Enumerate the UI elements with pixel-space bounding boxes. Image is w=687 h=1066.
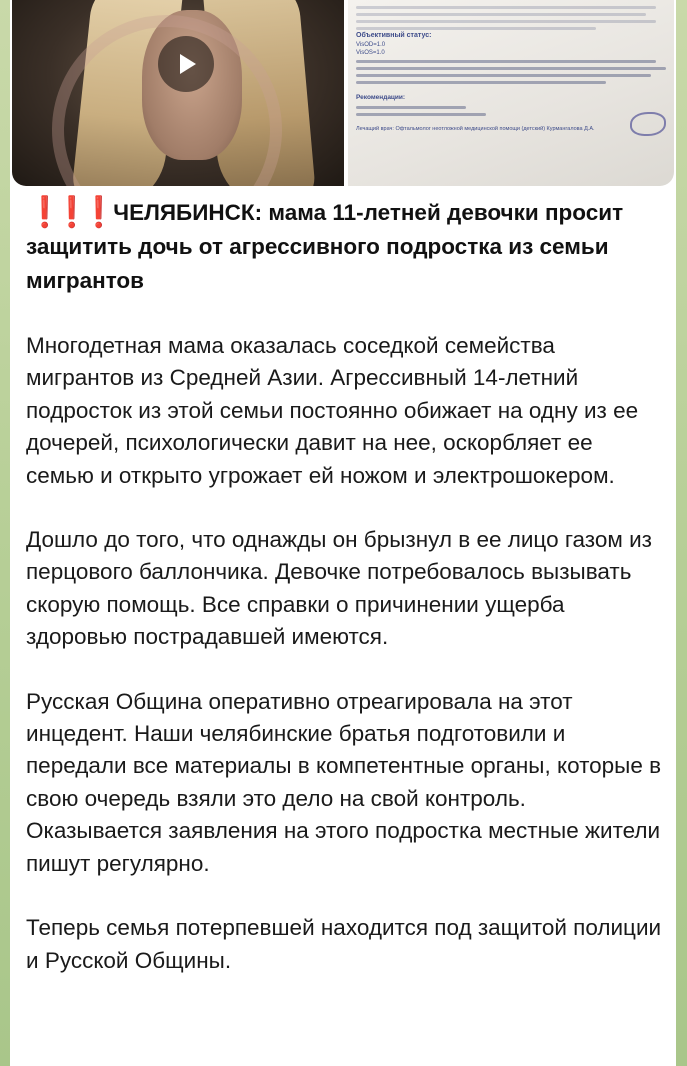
- doc-line: [356, 6, 656, 9]
- signature-mark: [630, 112, 666, 136]
- message-text: [26, 196, 666, 977]
- media-album: [12, 0, 674, 186]
- paragraph-1: Многодетная мама оказалась соседкой семейства мигрантов из Средней Азии. Агрессивный 14-летний подросток из этой семьи постоянно обижает на одну из ее дочерей, психологически давит на нее, оскорбляет ее семью и открыто угрожает ей ножом и электрошокером.: [26, 333, 639, 488]
- doc-line: [356, 13, 646, 16]
- doc-line: [356, 81, 606, 84]
- exclamation-icon: ❗: [26, 196, 64, 229]
- play-icon: [180, 54, 196, 74]
- doc-line: [356, 113, 486, 116]
- doc-visos: VisOS=1.0: [356, 50, 385, 56]
- paragraph-2: Дошло до того, что однажды он брызнул в ее лицо газом из перцового баллончика. Девочке потребовалось вызывать скорую помощь. Все справки о причинении ущерба здоровью пострадавшей имеются.: [26, 527, 652, 650]
- doc-line: [356, 67, 666, 70]
- headline-text: ЧЕЛЯБИНСК: мама 11-летней девочки просит защитить дочь от агрессивного подростка из семьи мигрантов: [26, 200, 624, 293]
- doc-visod: VisOD=1.0: [356, 42, 386, 48]
- paragraph-3: Русская Община оперативно отреагировала на этот инцедент. Наши челябинские братья подготовили и передали все материалы в компетентные органы, которые в свою очередь взяли это дело на свой контроль. Оказывается заявления на этого подростка местные жители пишут регулярно.: [26, 688, 662, 876]
- doc-recommendations: Рекомендации:: [356, 94, 406, 101]
- doc-line: [356, 27, 596, 30]
- exclamation-icon: ❗: [80, 196, 118, 229]
- exclamation-icon: ❗: [53, 196, 91, 229]
- video-thumbnail[interactable]: [12, 0, 344, 186]
- message-bubble: [10, 0, 676, 1066]
- play-button[interactable]: [158, 36, 214, 92]
- doc-line: [356, 60, 656, 63]
- doc-line: [356, 74, 651, 77]
- doc-doctor-line: Лечащий врач: Офтальмолог неотложной медицинской помощи (детский) Курмангалова Д.А.: [356, 126, 595, 132]
- document-photo[interactable]: [348, 0, 674, 186]
- post-headline: [26, 196, 666, 298]
- doc-line: [356, 106, 466, 109]
- doc-status-heading: Объективный статус:: [356, 32, 432, 39]
- paragraph-4: Теперь семья потерпевшей находится под защитой полиции и Русской Общины.: [26, 915, 662, 973]
- doc-line: [356, 20, 656, 23]
